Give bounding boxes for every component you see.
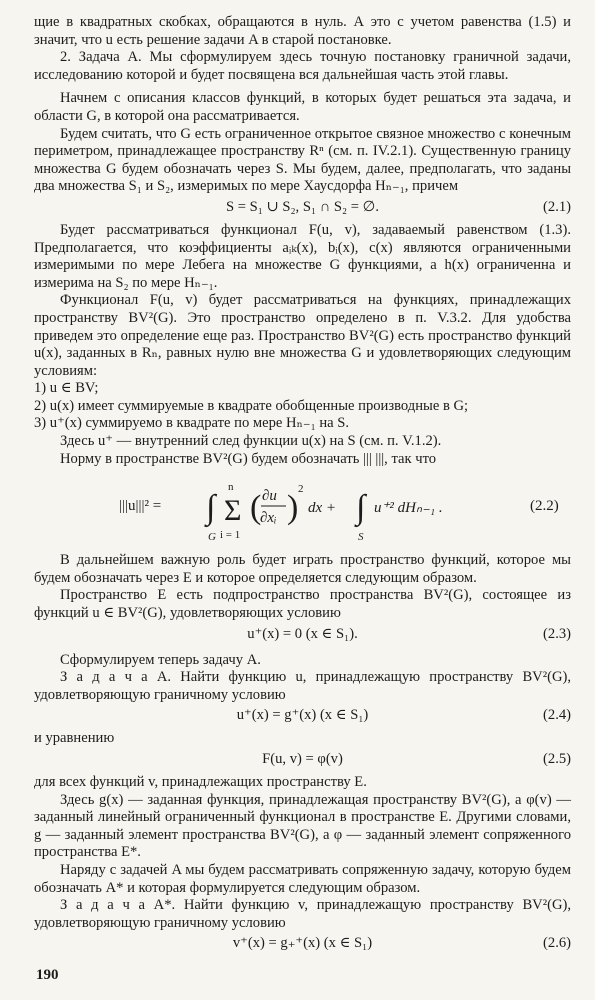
equation-2-5 — [34, 751, 571, 771]
equation-number: (2.6) — [543, 935, 571, 952]
paragraph: Наряду с задачей A мы будем рассматривать сопряженную задачу, которую будем обозначать A* и которая формулируется следующим образом. — [34, 861, 571, 896]
paragraph: щие в квадратных скобках, обращаются в нуль. А это с учетом равенства (1.5) и значит, что u есть решение задачи A в старой постановке. — [34, 14, 571, 48]
equation-body: u⁺(x) = 0 (x ∈ S₁). — [247, 625, 358, 642]
equation-number: (2.2) — [530, 498, 559, 515]
equation-number: (2.5) — [543, 751, 571, 767]
equation-body: v⁺(x) = g₊⁺(x) (x ∈ S₁) — [232, 935, 373, 952]
paragraph: и уравнению — [34, 730, 115, 747]
norm-lhs: |||u|||² = — [119, 498, 162, 515]
paragraph-problem-a-star: З а д а ч а A*. Найти функцию v, принадлежащую пространству BV²(G), удовлетворяющую граничному условию — [34, 897, 571, 931]
paragraph: Пространство E есть подпространство пространства BV²(G), состоящее из функций u ∈ BV²(G), удовлетворяющих условию — [34, 587, 571, 622]
right-paren-icon: ) — [287, 489, 299, 527]
integral-sign-icon: ∫ — [206, 489, 216, 527]
paragraph-problem-a: З а д а ч а A. Найти функцию u, принадлежащую пространству BV²(G), удовлетворяющую граничному условию — [34, 669, 571, 703]
paragraph: Здесь u⁺ — внутренний след функции u(x) на S (см. п. V.1.2). — [60, 433, 442, 450]
paragraph: Сформулируем теперь задачу A. — [60, 651, 261, 668]
paragraph: Будем считать, что G есть ограниченное открытое связное множество с конечным периметром, принадлежащее пространству Rⁿ (см. п. IV.2.1). Существенную границу множества G будем обозначать через S. Мы будем, далее, предполагать, что заданы два множества S₁ и S₂, измеримых по мере Хаусдорфа Hₙ₋₁, причем — [34, 125, 571, 195]
paragraph: В дальнейшем важную роль будет играть пространство функций, которое мы будем обозначать через E и которое определяется следующим образом. — [34, 552, 571, 586]
left-paren-icon: ( — [250, 489, 262, 527]
sum-sign-icon: Σ — [224, 494, 242, 528]
equation-body: F(u, v) = φ(v) — [262, 751, 343, 767]
equation-number: (2.3) — [543, 625, 571, 642]
equation-2-1 — [34, 199, 571, 219]
equation-body: S = S₁ ∪ S₂, S₁ ∩ S₂ = ∅. — [225, 198, 379, 215]
list-item: 2) u(x) имеет суммируемые в квадрате обобщенные производные в G; — [34, 397, 469, 414]
paragraph: Норму в пространстве BV²(G) будем обозначать ||| |||, так что — [60, 450, 437, 467]
equation-2-4 — [34, 707, 571, 727]
paragraph: Функционал F(u, v) будет рассматриваться на функциях, принадлежащих пространству BV²(G). Это пространство определено в п. V.3.2. Для удобства приведем это определение еще раз. Пространство BV²(G) есть пространство функций u(x), заданных в Rₙ, равных нулю вне множества G и удовлетворяющих следующим условиям: — [34, 292, 571, 379]
page-body — [34, 14, 571, 960]
paragraph: Здесь g(x) — заданная функция, принадлежащая пространству BV²(G), а φ(v) — заданный линейный ограниченный функционал в пространстве E. Другими словами, g — заданный элемент пространства BV²(G), а φ — заданный элемент сопряженного пространства E*. — [34, 791, 571, 861]
equation-2-6 — [34, 935, 571, 955]
paragraph: для всех функций v, принадлежащих пространству E. — [34, 774, 367, 790]
list-item: 3) u⁺(x) суммируемо в квадрате по мере Hₙ₋₁ на S. — [34, 415, 350, 432]
equation-number: (2.4) — [543, 707, 571, 724]
paragraph: Начнем с описания классов функций, в которых будет решаться эта задача, и области G, в которой она рассматривается. — [34, 90, 571, 124]
integral-subscript: G — [208, 531, 216, 544]
paragraph: Будет рассматриваться функционал F(u, v), задаваемый равенством (1.3). Предполагается, что коэффициенты aᵢₖ(x), bᵢ(x), c(x) являются ограниченными измеримыми по мере Лебега на множестве G функциями, а h(x) ограниченна и измерима на S₂ по мере Hₙ₋₁. — [34, 221, 571, 291]
norm-formula — [34, 474, 571, 544]
square-exponent: 2 — [298, 483, 304, 496]
paragraph-section-heading: 2. Задача А. Мы сформулируем здесь точную постановку граничной задачи, исследованию которой и будет посвящена вся дальнейшая часть этой главы. — [34, 49, 571, 83]
integral-subscript: S — [358, 531, 364, 544]
equation-2-2 — [34, 474, 571, 544]
equation-number: (2.1) — [543, 198, 571, 215]
equation-2-3 — [34, 626, 571, 646]
surface-integrand: u⁺² dHₙ₋₁ . — [374, 500, 443, 517]
equation-body: u⁺(x) = g⁺(x) (x ∈ S₁) — [236, 707, 369, 724]
list-item: 1) u ∈ BV; — [34, 380, 99, 397]
sum-upper-limit: n — [228, 481, 234, 494]
sum-lower-limit: i = 1 — [220, 529, 241, 542]
fraction-denominator: ∂xᵢ — [260, 510, 277, 527]
integral-sign-icon: ∫ — [356, 489, 366, 527]
differential: dx + — [308, 500, 337, 517]
page-number: 190 — [36, 967, 59, 983]
fraction-numerator: ∂u — [262, 488, 277, 505]
